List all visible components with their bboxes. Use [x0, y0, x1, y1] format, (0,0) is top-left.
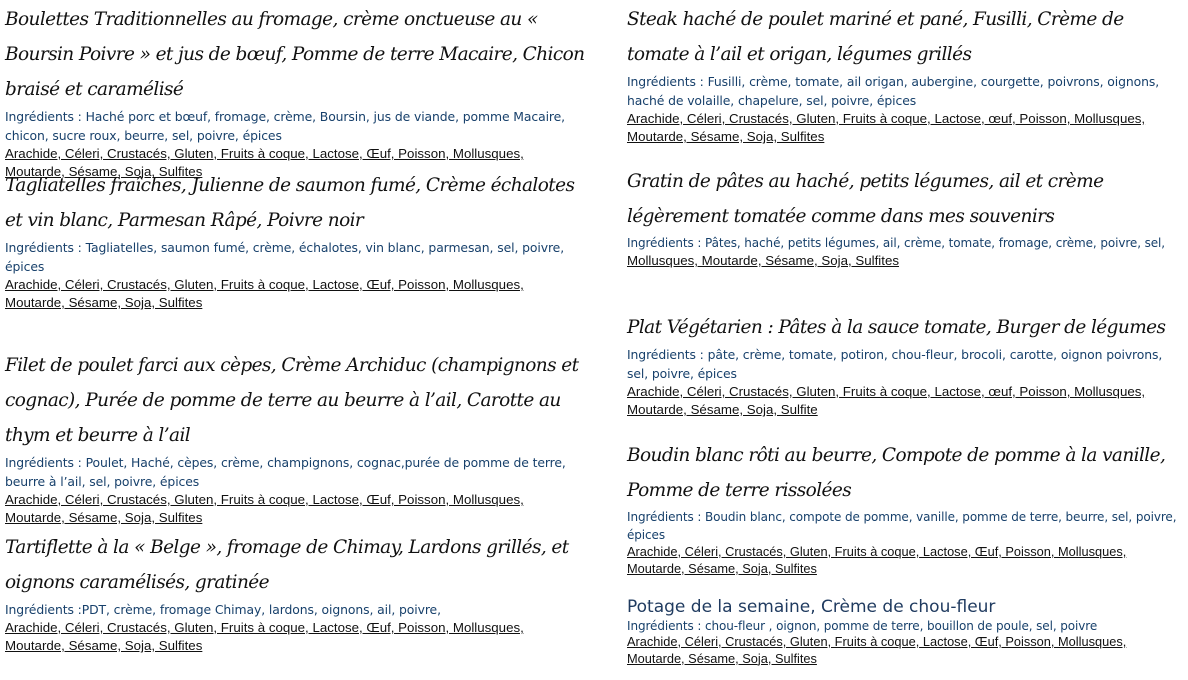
dish-ingredients: Ingrédients : Pâtes, haché, petits légumes, ail, crème, tomate, fromage, crème, poivre, sel,: [627, 236, 1166, 250]
dish-allergens: Arachide, Céleri, Crustacés, Gluten, Fruits à coque, Lactose, Œuf, Poisson, Mollusques, Moutarde, Sésame, Soja, Sulfites: [5, 146, 524, 179]
dish-plat-vegetarien: [627, 310, 1185, 419]
dish-ingredients: Ingrédients : chou-fleur , oignon, pomme de terre, bouillon de poule, sel, poivre: [627, 619, 1098, 633]
dish-allergens: Arachide, Céleri, Crustacés, Gluten, Fruits à coque, Lactose, Œuf, Poisson, Mollusques, Moutarde, Sésame, Soja, Sulfites: [5, 492, 524, 525]
dish-filet-poulet: [5, 348, 585, 527]
dish-title: Tartiflette à la « Belge », fromage de Chimay, Lardons grillés, et oignons caramélisés, gratinée: [5, 537, 569, 593]
dish-title: Potage de la semaine, Crème de chou-fleur: [627, 597, 996, 617]
dish-title: Tagliatelles fraîches, Julienne de saumon fumé, Crème échalotes et vin blanc, Parmesan Râpé, Poivre noir: [5, 175, 575, 231]
dish-allergens: Arachide, Céleri, Crustacés, Gluten, Fruits à coque, Lactose, Œuf, Poisson, Mollusques, Moutarde, Sésame, Soja, Sulfites: [627, 634, 1127, 666]
dish-ingredients: Ingrédients :PDT, crème, fromage Chimay, lardons, oignons, ail, poivre,: [5, 602, 441, 617]
dish-ingredients: Ingrédients : Tagliatelles, saumon fumé, crème, échalotes, vin blanc, parmesan, sel, poivre, épices: [5, 240, 565, 274]
dish-allergens: Arachide, Céleri, Crustacés, Gluten, Fruits à coque, Lactose, œuf, Poisson, Mollusques, Moutarde, Sésame, Soja, Sulfite: [627, 384, 1146, 417]
dish-title: Filet de poulet farci aux cèpes, Crème Archiduc (champignons et cognac), Purée de pomme de terre au beurre à l’ail, Carotte au thym et beurre à l’ail: [5, 355, 579, 446]
dish-allergens: Arachide, Céleri, Crustacés, Gluten, Fruits à coque, Lactose, Œuf, Poisson, Mollusques, Moutarde, Sésame, Soja, Sulfites: [627, 544, 1127, 576]
dish-allergens: Arachide, Céleri, Crustacés, Gluten, Fruits à coque, Lactose, Œuf, Poisson, Mollusques, Moutarde, Sésame, Soja, Sulfites: [5, 620, 524, 653]
dish-ingredients: Ingrédients : Fusilli, crème, tomate, ail origan, aubergine, courgette, poivrons, oignons, haché de volaille, chapelure, sel, poivre, épices: [627, 74, 1160, 108]
dish-allergens: Mollusques, Moutarde, Sésame, Soja, Sulfites: [627, 253, 899, 268]
dish-tagliatelles: [5, 168, 585, 312]
dish-title: Boulettes Traditionnelles au fromage, crème onctueuse au « Boursin Poivre » et jus de bœuf, Pomme de terre Macaire, Chicon braisé et caramélisé: [5, 9, 585, 100]
dish-title: Plat Végétarien : Pâtes à la sauce tomate, Burger de légumes: [627, 317, 1166, 338]
dish-allergens: Arachide, Céleri, Crustacés, Gluten, Fruits à coque, Lactose, Œuf, Poisson, Mollusques, Moutarde, Sésame, Soja, Sulfites: [5, 277, 524, 310]
dish-tartiflette: [5, 530, 585, 655]
dish-title: Boudin blanc rôti au beurre, Compote de pomme à la vanille, Pomme de terre rissolées: [627, 445, 1166, 501]
dish-allergens: Arachide, Céleri, Crustacés, Gluten, Fruits à coque, Lactose, œuf, Poisson, Mollusques, Moutarde, Sésame, Soja, Sulfites: [627, 111, 1146, 144]
dish-ingredients: Ingrédients : Haché porc et bœuf, fromage, crème, Boursin, jus de viande, pomme Macaire, chicon, sucre roux, beurre, sel, poivre, épices: [5, 109, 566, 143]
dish-steak-poulet: [627, 2, 1185, 146]
dish-potage: [627, 596, 1185, 667]
dish-title: Gratin de pâtes au haché, petits légumes, ail et crème légèrement tomatée comme dans mes souvenirs: [627, 171, 1104, 227]
dish-gratin-pates: [627, 164, 1185, 270]
dish-title: Steak haché de poulet mariné et pané, Fusilli, Crème de tomate à l’ail et origan, légumes grillés: [627, 9, 1124, 65]
dish-boulettes: [5, 2, 585, 181]
dish-boudin-blanc: [627, 438, 1185, 577]
dish-ingredients: Ingrédients : Poulet, Haché, cèpes, crème, champignons, cognac,purée de pomme de terre, beurre à l’ail, sel, poivre, épices: [5, 455, 566, 489]
dish-ingredients: Ingrédients : Boudin blanc, compote de pomme, vanille, pomme de terre, beurre, sel, poivre, épices: [627, 510, 1177, 542]
dish-ingredients: Ingrédients : pâte, crème, tomate, potiron, chou-fleur, brocoli, carotte, oignon poivrons, sel, poivre, épices: [627, 347, 1163, 381]
